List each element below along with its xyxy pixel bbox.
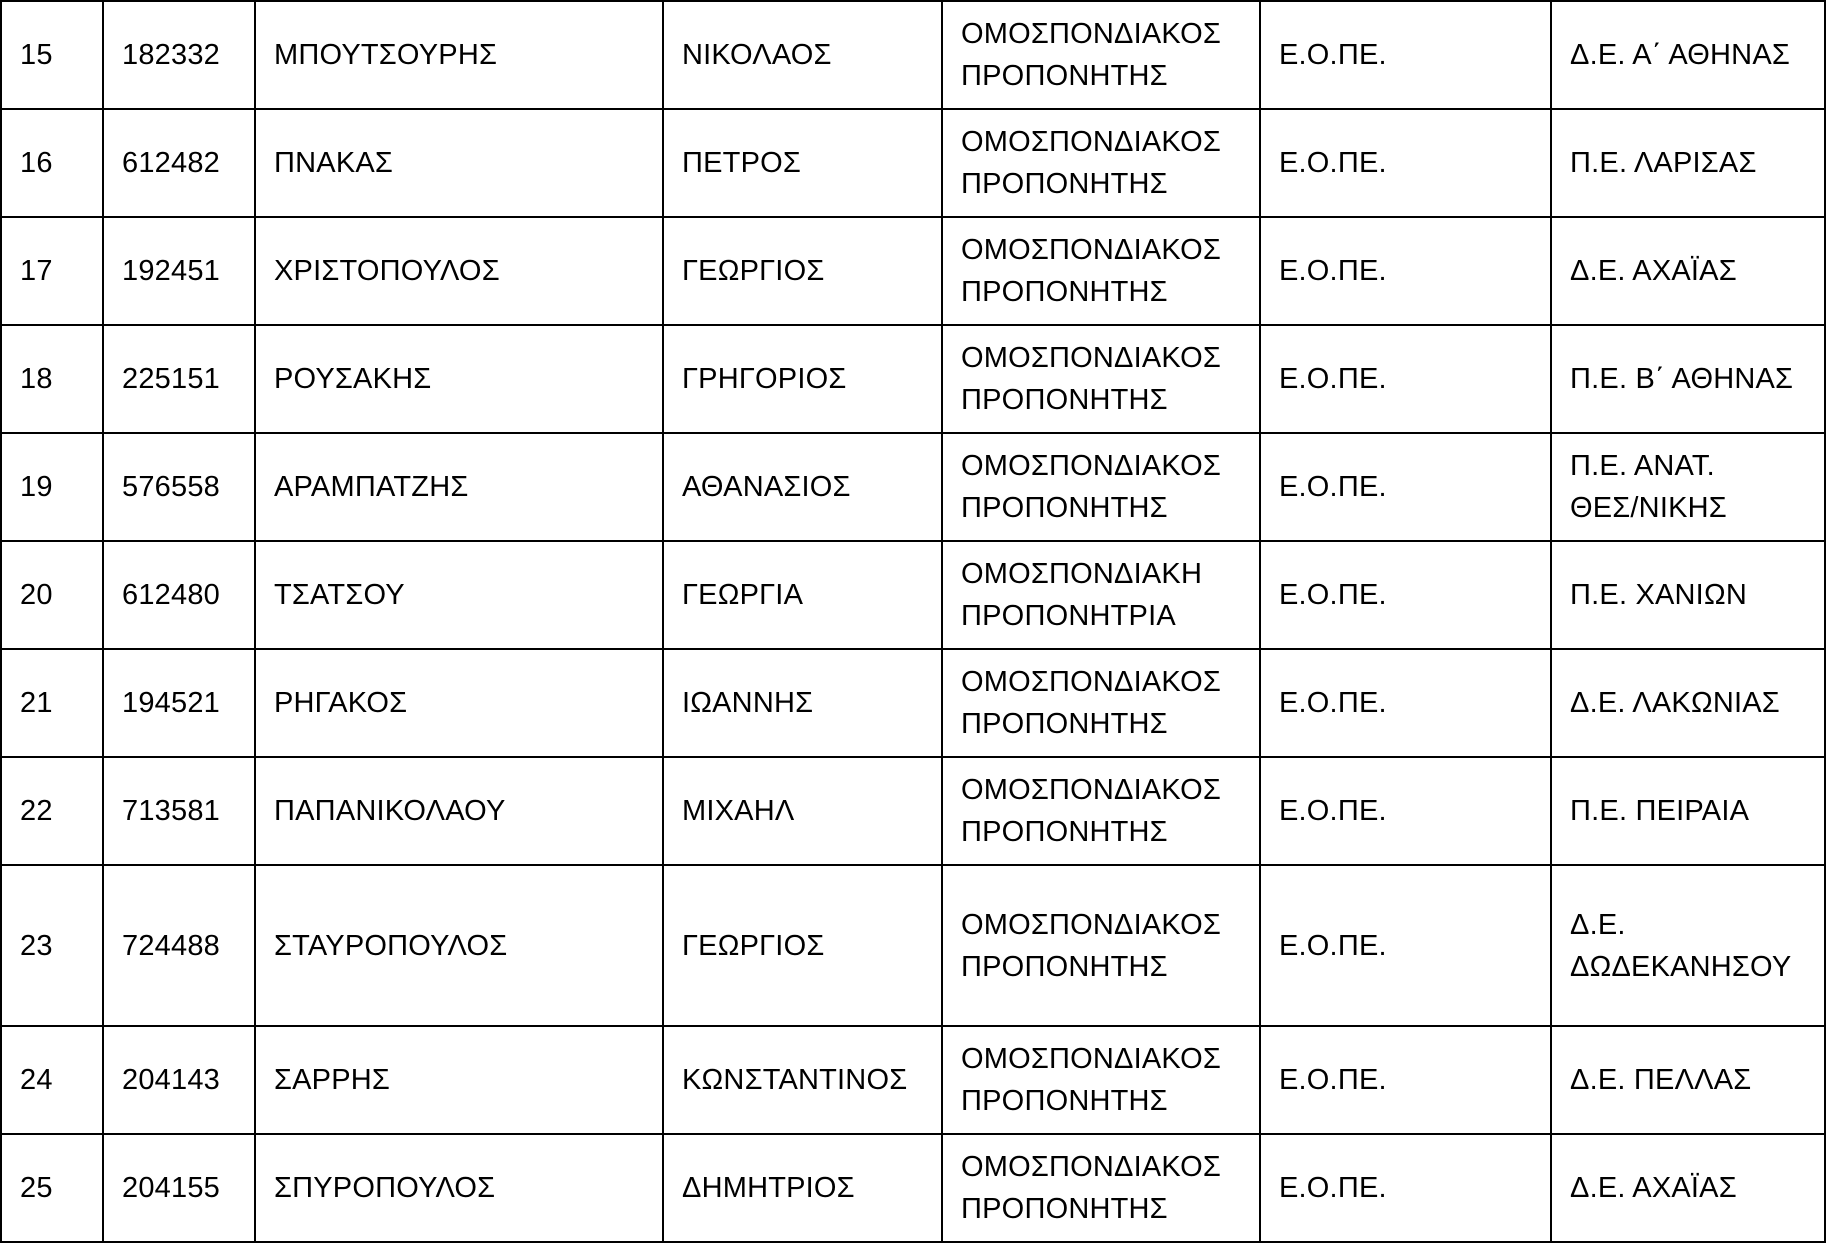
region-cell: [1551, 217, 1825, 325]
region-cell: [1551, 865, 1825, 1026]
federation-cell: Ε.Ο.ΠΕ.: [1260, 865, 1551, 1026]
surname-cell: ΜΠΟΥΤΣΟΥΡΗΣ: [255, 1, 663, 109]
registry-id-cell: 225151: [103, 325, 255, 433]
title-line: ΟΜΟΣΠΟΝΔΙΑΚΟΣ: [961, 666, 1221, 698]
surname-cell: ΠΝΑΚΑΣ: [255, 109, 663, 217]
surname-cell: ΤΣΑΤΣΟΥ: [255, 541, 663, 649]
registry-id-cell: 194521: [103, 649, 255, 757]
registry-id-cell: 713581: [103, 757, 255, 865]
title-line: ΟΜΟΣΠΟΝΔΙΑΚΟΣ: [961, 908, 1221, 941]
region-line: ΘΕΣ/ΝΙΚΗΣ: [1570, 492, 1727, 524]
row-number-cell: 18: [1, 325, 103, 433]
table-row: [1, 865, 1825, 1026]
region-line: ΔΩΔΕΚΑΝΗΣΟΥ: [1570, 950, 1792, 983]
region-line: Δ.Ε. Α΄ ΑΘΗΝΑΣ: [1570, 39, 1790, 71]
region-line: Π.Ε. ΧΑΝΙΩΝ: [1570, 579, 1747, 611]
title-cell: [942, 1134, 1260, 1242]
first-name-cell: ΝΙΚΟΛΑΟΣ: [663, 1, 942, 109]
registry-id-cell: 204143: [103, 1026, 255, 1134]
region-line: Π.Ε. ΠΕΙΡΑΙΑ: [1570, 795, 1750, 827]
row-number-cell: 20: [1, 541, 103, 649]
surname-cell: ΣΤΑΥΡΟΠΟΥΛΟΣ: [255, 865, 663, 1026]
surname-cell: ΧΡΙΣΤΟΠΟΥΛΟΣ: [255, 217, 663, 325]
title-line: ΠΡΟΠΟΝΗΤΗΣ: [961, 492, 1168, 524]
federation-cell: Ε.Ο.ΠΕ.: [1260, 1134, 1551, 1242]
title-line: ΠΡΟΠΟΝΗΤΗΣ: [961, 276, 1168, 308]
table-row: [1, 757, 1825, 865]
title-line: ΠΡΟΠΟΝΗΤΗΣ: [961, 708, 1168, 740]
row-number-cell: 22: [1, 757, 103, 865]
title-cell: [942, 1, 1260, 109]
title-line: ΟΜΟΣΠΟΝΔΙΑΚΟΣ: [961, 1043, 1221, 1075]
region-cell: [1551, 325, 1825, 433]
title-line: ΠΡΟΠΟΝΗΤΡΙΑ: [961, 600, 1176, 632]
row-number-cell: 19: [1, 433, 103, 541]
table-row: [1, 217, 1825, 325]
region-line: Δ.Ε. ΠΕΛΛΑΣ: [1570, 1064, 1752, 1096]
federation-cell: Ε.Ο.ΠΕ.: [1260, 325, 1551, 433]
first-name-cell: ΓΡΗΓΟΡΙΟΣ: [663, 325, 942, 433]
title-cell: [942, 1026, 1260, 1134]
table-row: [1, 433, 1825, 541]
title-line: ΠΡΟΠΟΝΗΤΗΣ: [961, 1085, 1168, 1117]
title-line: ΠΡΟΠΟΝΗΤΗΣ: [961, 60, 1168, 92]
table-row: [1, 325, 1825, 433]
table-row: [1, 1134, 1825, 1242]
title-line: ΠΡΟΠΟΝΗΤΗΣ: [961, 816, 1168, 848]
region-cell: [1551, 541, 1825, 649]
region-line: Δ.Ε. ΛΑΚΩΝΙΑΣ: [1570, 687, 1780, 719]
registry-id-cell: 182332: [103, 1, 255, 109]
federation-cell: Ε.Ο.ΠΕ.: [1260, 649, 1551, 757]
surname-cell: ΣΠΥΡΟΠΟΥΛΟΣ: [255, 1134, 663, 1242]
first-name-cell: ΜΙΧΑΗΛ: [663, 757, 942, 865]
title-line: ΠΡΟΠΟΝΗΤΗΣ: [961, 384, 1168, 416]
row-number-cell: 23: [1, 865, 103, 1026]
federation-cell: Ε.Ο.ΠΕ.: [1260, 1, 1551, 109]
registry-id-cell: 204155: [103, 1134, 255, 1242]
region-cell: [1551, 1026, 1825, 1134]
region-cell: [1551, 649, 1825, 757]
federation-cell: Ε.Ο.ΠΕ.: [1260, 433, 1551, 541]
row-number-cell: 15: [1, 1, 103, 109]
title-line: ΠΡΟΠΟΝΗΤΗΣ: [961, 950, 1168, 983]
title-cell: [942, 541, 1260, 649]
title-line: ΟΜΟΣΠΟΝΔΙΑΚΟΣ: [961, 126, 1221, 158]
title-line: ΟΜΟΣΠΟΝΔΙΑΚΟΣ: [961, 18, 1221, 50]
first-name-cell: ΓΕΩΡΓΙΟΣ: [663, 217, 942, 325]
registry-id-cell: 612480: [103, 541, 255, 649]
federation-cell: Ε.Ο.ΠΕ.: [1260, 757, 1551, 865]
region-cell: [1551, 757, 1825, 865]
title-cell: [942, 217, 1260, 325]
table-row: [1, 541, 1825, 649]
federation-cell: Ε.Ο.ΠΕ.: [1260, 541, 1551, 649]
registry-id-cell: 724488: [103, 865, 255, 1026]
first-name-cell: ΓΕΩΡΓΙΟΣ: [663, 865, 942, 1026]
table-row: [1, 109, 1825, 217]
region-cell: [1551, 109, 1825, 217]
title-line: ΟΜΟΣΠΟΝΔΙΑΚΗ: [961, 558, 1203, 590]
first-name-cell: ΔΗΜΗΤΡΙΟΣ: [663, 1134, 942, 1242]
region-line: Π.Ε. ΑΝΑΤ.: [1570, 450, 1715, 482]
title-line: ΟΜΟΣΠΟΝΔΙΑΚΟΣ: [961, 1151, 1221, 1183]
row-number-cell: 21: [1, 649, 103, 757]
title-cell: [942, 109, 1260, 217]
first-name-cell: ΑΘΑΝΑΣΙΟΣ: [663, 433, 942, 541]
title-cell: [942, 865, 1260, 1026]
region-cell: [1551, 1134, 1825, 1242]
registry-id-cell: 612482: [103, 109, 255, 217]
region-line: Π.Ε. Β΄ ΑΘΗΝΑΣ: [1570, 363, 1794, 395]
title-line: ΠΡΟΠΟΝΗΤΗΣ: [961, 168, 1168, 200]
region-line: Δ.Ε.: [1570, 908, 1626, 941]
row-number-cell: 24: [1, 1026, 103, 1134]
federation-cell: Ε.Ο.ΠΕ.: [1260, 1026, 1551, 1134]
surname-cell: ΑΡΑΜΠΑΤΖΗΣ: [255, 433, 663, 541]
row-number-cell: 17: [1, 217, 103, 325]
region-cell: [1551, 433, 1825, 541]
surname-cell: ΣΑΡΡΗΣ: [255, 1026, 663, 1134]
title-line: ΟΜΟΣΠΟΝΔΙΑΚΟΣ: [961, 774, 1221, 806]
row-number-cell: 16: [1, 109, 103, 217]
surname-cell: ΠΑΠΑΝΙΚΟΛΑΟΥ: [255, 757, 663, 865]
federation-cell: Ε.Ο.ΠΕ.: [1260, 109, 1551, 217]
table-row: [1, 649, 1825, 757]
first-name-cell: ΙΩΑΝΝΗΣ: [663, 649, 942, 757]
title-line: ΟΜΟΣΠΟΝΔΙΑΚΟΣ: [961, 234, 1221, 266]
table-body: [1, 1, 1825, 1242]
title-line: ΟΜΟΣΠΟΝΔΙΑΚΟΣ: [961, 342, 1221, 374]
first-name-cell: ΓΕΩΡΓΙΑ: [663, 541, 942, 649]
region-cell: [1551, 1, 1825, 109]
table-row: [1, 1, 1825, 109]
table-row: [1, 1026, 1825, 1134]
row-number-cell: 25: [1, 1134, 103, 1242]
title-line: ΠΡΟΠΟΝΗΤΗΣ: [961, 1193, 1168, 1225]
registry-id-cell: 576558: [103, 433, 255, 541]
title-line: ΟΜΟΣΠΟΝΔΙΑΚΟΣ: [961, 450, 1221, 482]
region-line: Δ.Ε. ΑΧΑΪΑΣ: [1570, 255, 1737, 287]
region-line: Π.Ε. ΛΑΡΙΣΑΣ: [1570, 147, 1757, 179]
title-cell: [942, 433, 1260, 541]
surname-cell: ΡΟΥΣΑΚΗΣ: [255, 325, 663, 433]
title-cell: [942, 325, 1260, 433]
first-name-cell: ΠΕΤΡΟΣ: [663, 109, 942, 217]
region-line: Δ.Ε. ΑΧΑΪΑΣ: [1570, 1172, 1737, 1204]
federation-cell: Ε.Ο.ΠΕ.: [1260, 217, 1551, 325]
registry-id-cell: 192451: [103, 217, 255, 325]
title-cell: [942, 757, 1260, 865]
first-name-cell: ΚΩΝΣΤΑΝΤΙΝΟΣ: [663, 1026, 942, 1134]
surname-cell: ΡΗΓΑΚΟΣ: [255, 649, 663, 757]
title-cell: [942, 649, 1260, 757]
